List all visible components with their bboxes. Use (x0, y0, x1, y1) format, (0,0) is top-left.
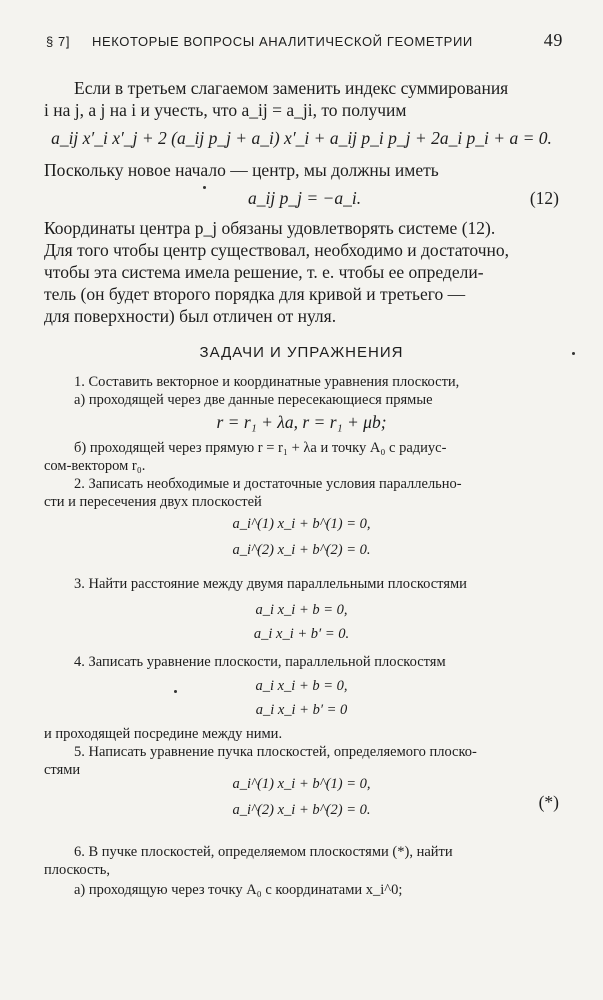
print-speck (174, 690, 177, 693)
exercise-6-text: плоскость, (44, 862, 110, 878)
text-line: чтобы эта система имела решение, т. е. чтобы ее определи- (44, 262, 484, 282)
page-number: 49 (543, 30, 563, 50)
exercise-5-formula-2: a_i^(2) x_i + b^(2) = 0. (232, 802, 371, 818)
exercise-1-text: б) проходящей через прямую r = r₁ + λa и точку A₀ с радиус- (74, 440, 447, 456)
exercise-1-text: сом-вектором r₀. (44, 458, 146, 474)
exercise-4-formula-1: a_i x_i + b = 0, (255, 678, 348, 694)
equation-number: (12) (529, 188, 559, 208)
text-line: i на j, а j на i и учесть, что a_ij = a_ji, то получим (44, 100, 407, 120)
formula-center-system: a_ij p_j = −a_i. (248, 188, 362, 208)
formula-transformed-equation: a_ij x′_i x′_j + 2 (a_ij p_j + a_i) x′_i + a_ij p_i p_j + 2a_i p_i + a = 0. (51, 128, 552, 148)
print-speck (203, 186, 206, 189)
text-line: Поскольку новое начало — центр, мы должны иметь (44, 160, 439, 180)
exercise-2-formula-2: a_i^(2) x_i + b^(2) = 0. (232, 542, 371, 558)
exercise-4-text: 4. Записать уравнение плоскости, параллельной плоскостям (74, 654, 446, 670)
exercise-5-text: стями (44, 762, 81, 778)
exercise-3-formula-2: a_i x_i + b′ = 0. (253, 626, 350, 642)
exercise-4-formula-2: a_i x_i + b′ = 0 (255, 702, 348, 718)
text-line: тель (он будет второго порядка для кривой и третьего — (44, 284, 466, 304)
section-heading: ЗАДАЧИ И УПРАЖНЕНИЯ (199, 344, 404, 361)
text-line: для поверхности) был отличен от нуля. (44, 306, 337, 326)
exercise-5-formula-1: a_i^(1) x_i + b^(1) = 0, (232, 776, 371, 792)
exercise-4-text: и проходящей посредине между ними. (44, 726, 283, 742)
text-line: Для того чтобы центр существовал, необходимо и достаточно, (44, 240, 510, 260)
exercise-2-text: сти и пересечения двух плоскостей (44, 494, 262, 510)
running-header (46, 30, 563, 54)
header-title: НЕКОТОРЫЕ ВОПРОСЫ АНАЛИТИЧЕСКОЙ ГЕОМЕТРИИ (92, 34, 473, 49)
section-marker: § 7] (46, 34, 71, 49)
exercise-3-text: 3. Найти расстояние между двумя параллельными плоскостями (74, 576, 467, 592)
text-line: Если в третьем слагаемом заменить индекс суммирования (74, 78, 509, 98)
exercise-2-text: 2. Записать необходимые и достаточные условия параллельно- (74, 476, 462, 492)
exercise-6-text: а) проходящую через точку A₀ с координатами x_i^0; (74, 882, 403, 898)
print-speck (572, 352, 575, 355)
exercise-1-text: а) проходящей через две данные пересекающиеся прямые (74, 392, 433, 408)
exercise-2-formula-1: a_i^(1) x_i + b^(1) = 0, (232, 516, 371, 532)
system-label: (*) (538, 792, 559, 812)
exercise-1-text: 1. Составить векторное и координатные уравнения плоскости, (74, 374, 460, 390)
exercise-3-formula-1: a_i x_i + b = 0, (255, 602, 348, 618)
exercise-6-text: 6. В пучке плоскостей, определяемом плоскостями (*), найти (74, 844, 453, 860)
text-line: Координаты центра p_j обязаны удовлетворять системе (12). (44, 218, 496, 238)
exercise-5-text: 5. Написать уравнение пучка плоскостей, определяемого плоско- (74, 744, 477, 760)
exercise-1-formula: r = r₁ + λa, r = r₁ + μb; (216, 412, 387, 432)
